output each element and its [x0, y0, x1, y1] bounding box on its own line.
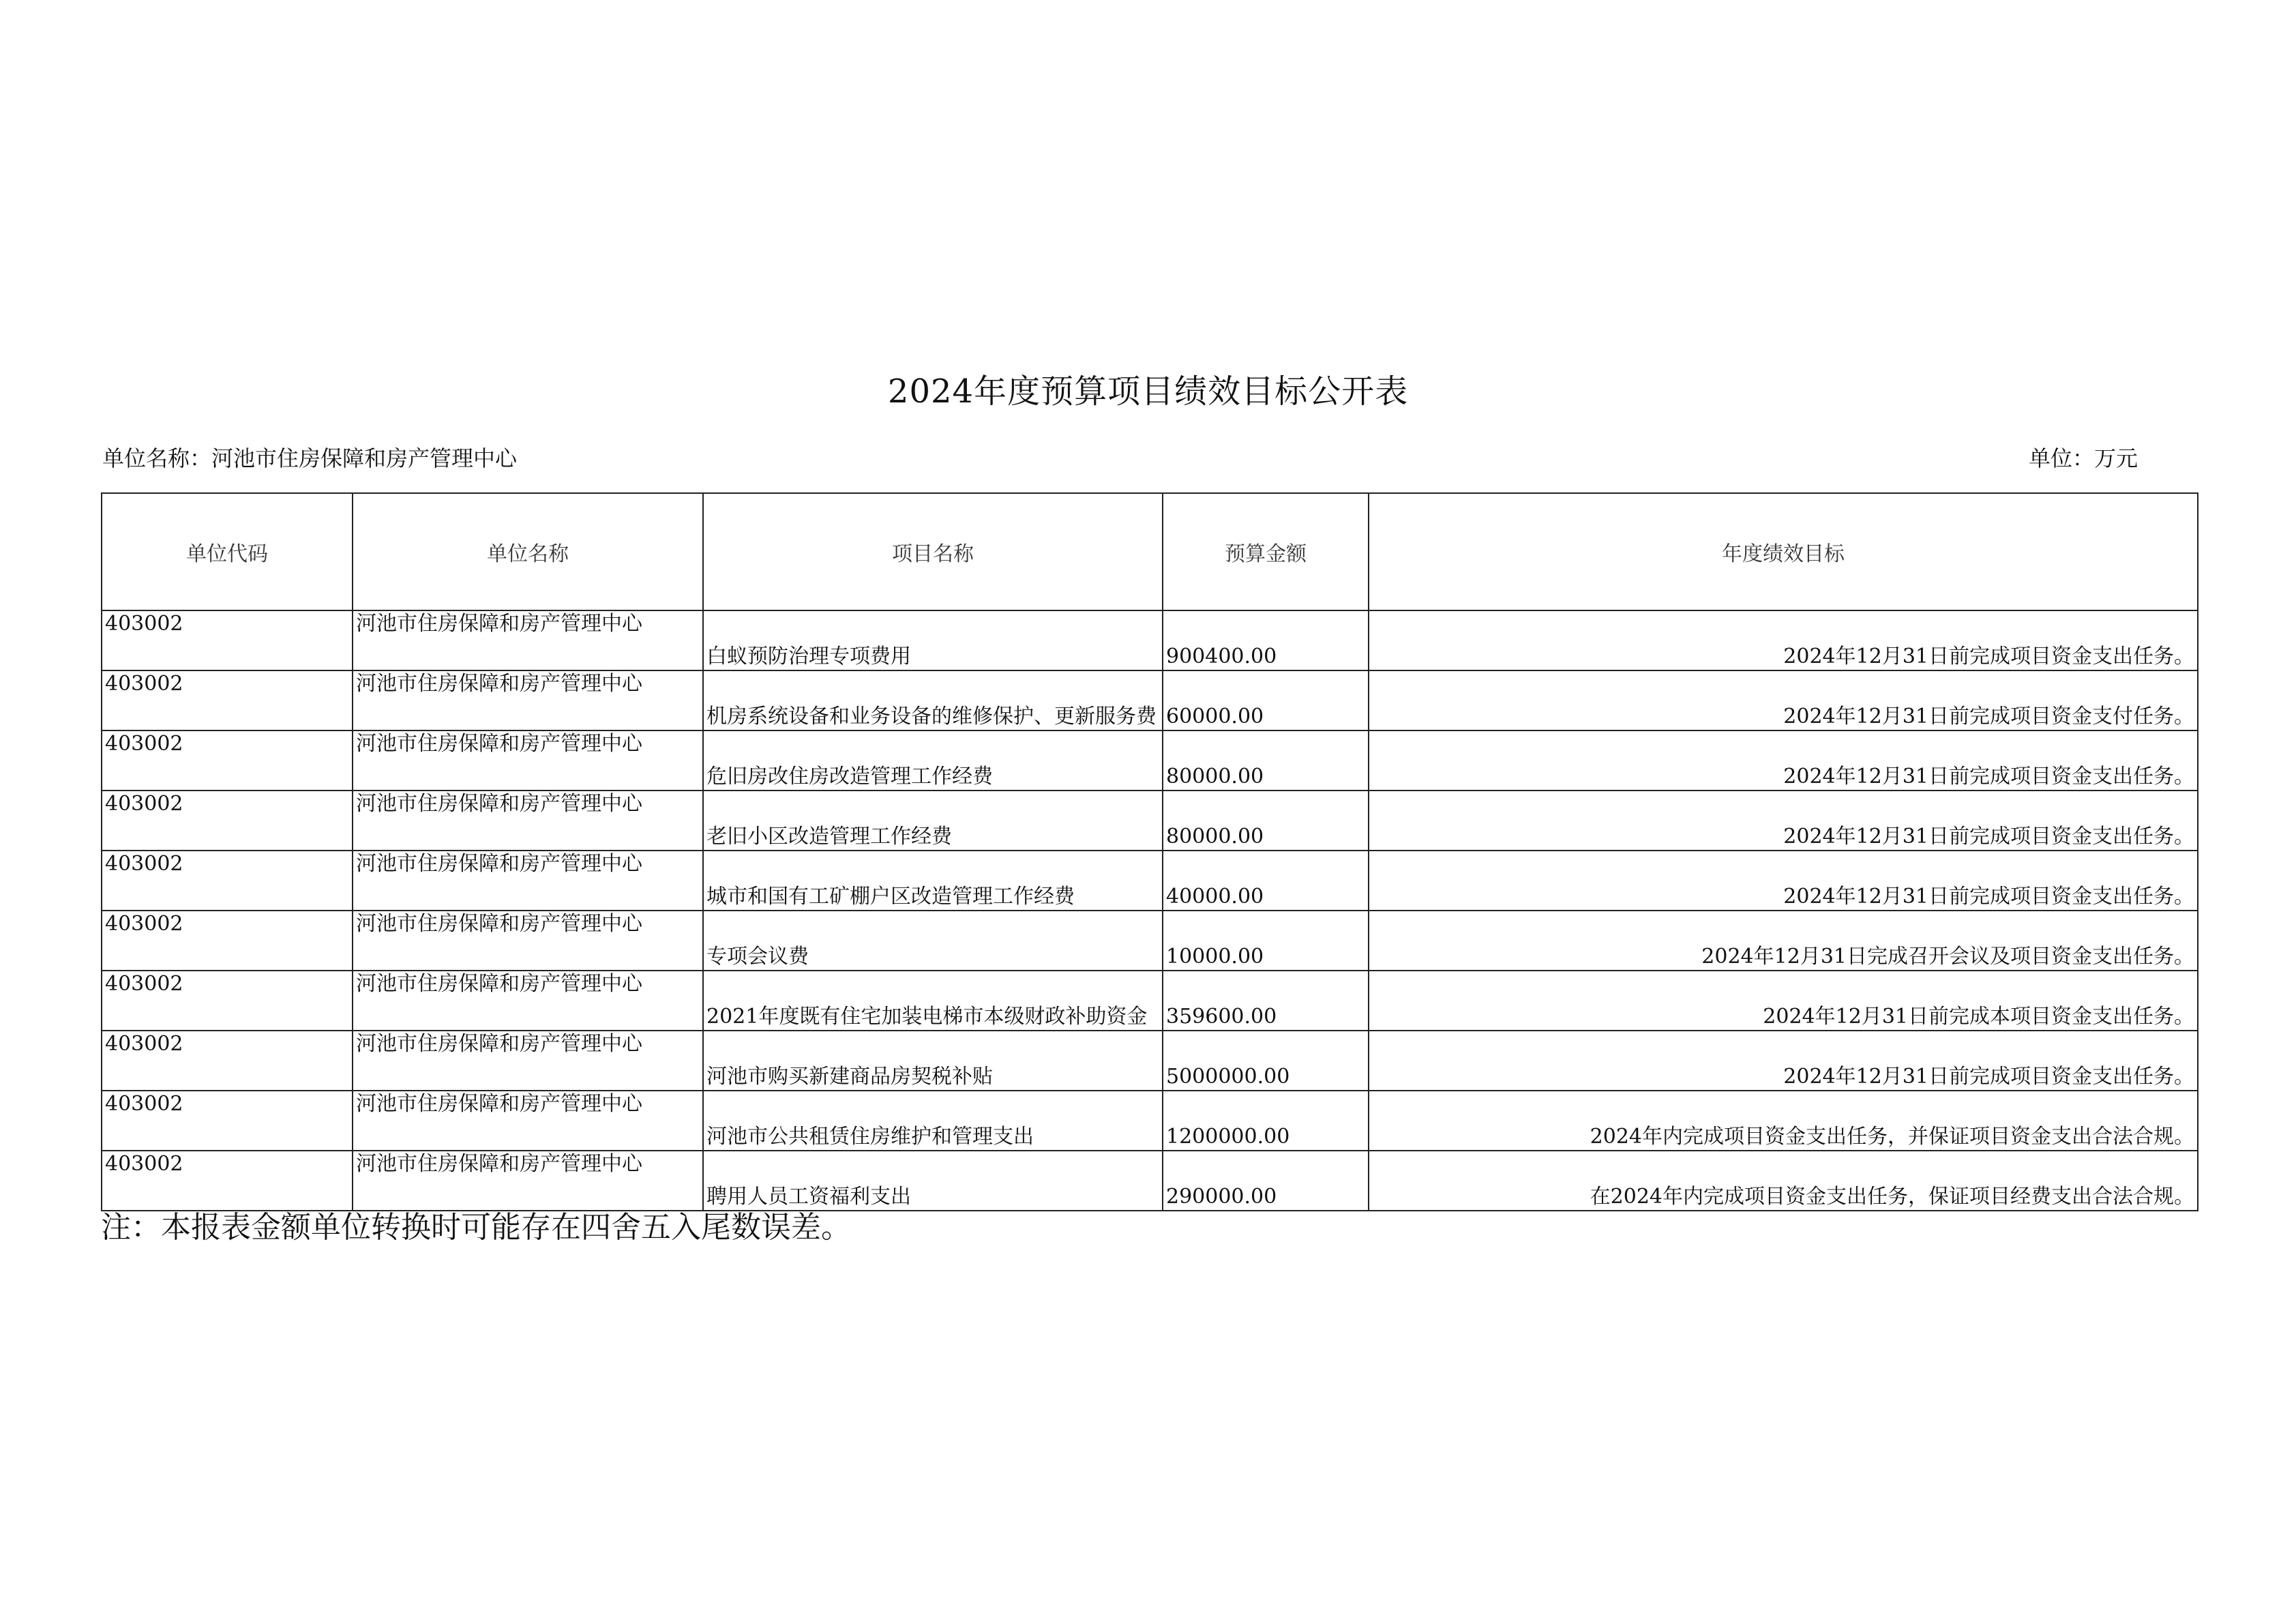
- cell-unit-code: 403002: [102, 911, 353, 971]
- cell-annual-goal: 2024年内完成项目资金支出任务，并保证项目资金支出合法合规。: [1369, 1091, 2198, 1151]
- header-annual-goal: 年度绩效目标: [1369, 493, 2198, 610]
- performance-goal-table: [101, 492, 2198, 1211]
- table-row: [102, 1151, 2198, 1211]
- cell-unit-code: 403002: [102, 791, 353, 851]
- cell-unit-code: 403002: [102, 851, 353, 911]
- cell-project-name: 聘用人员工资福利支出: [703, 1151, 1163, 1211]
- cell-budget-amount: 80000.00: [1163, 791, 1369, 851]
- unit-name-line: [102, 443, 517, 473]
- cell-project-name: 危旧房改住房改造管理工作经费: [703, 730, 1163, 791]
- cell-project-name: 2021年度既有住宅加装电梯市本级财政补助资金: [703, 971, 1163, 1031]
- table-header-row: [102, 493, 2198, 610]
- cell-annual-goal: 2024年12月31日前完成项目资金支付任务。: [1369, 670, 2198, 730]
- cell-budget-amount: 359600.00: [1163, 971, 1369, 1031]
- unit-measure-value: 万元: [2093, 445, 2138, 471]
- cell-unit-code: 403002: [102, 1091, 353, 1151]
- cell-budget-amount: 40000.00: [1163, 851, 1369, 911]
- table-row: [102, 911, 2198, 971]
- cell-unit-name: 河池市住房保障和房产管理中心: [353, 670, 703, 730]
- cell-unit-code: 403002: [102, 1151, 353, 1211]
- cell-project-name: 机房系统设备和业务设备的维修保护、更新服务费: [703, 670, 1163, 730]
- cell-project-name: 白蚁预防治理专项费用: [703, 610, 1163, 670]
- cell-budget-amount: 5000000.00: [1163, 1031, 1369, 1091]
- cell-budget-amount: 900400.00: [1163, 610, 1369, 670]
- table-row: [102, 791, 2198, 851]
- footnote: 注：本报表金额单位转换时可能存在四舍五入尾数误差。: [101, 1210, 851, 1245]
- table-row: [102, 1091, 2198, 1151]
- table-row: [102, 971, 2198, 1031]
- cell-unit-code: 403002: [102, 730, 353, 791]
- cell-budget-amount: 290000.00: [1163, 1151, 1369, 1211]
- cell-unit-name: 河池市住房保障和房产管理中心: [353, 911, 703, 971]
- cell-annual-goal: 2024年12月31日前完成项目资金支出任务。: [1369, 730, 2198, 791]
- unit-name-value: 河池市住房保障和房产管理中心: [211, 445, 518, 471]
- cell-unit-code: 403002: [102, 670, 353, 730]
- cell-annual-goal: 2024年12月31日前完成项目资金支出任务。: [1369, 1031, 2198, 1091]
- cell-unit-name: 河池市住房保障和房产管理中心: [353, 851, 703, 911]
- cell-annual-goal: 2024年12月31日前完成项目资金支出任务。: [1369, 851, 2198, 911]
- page-title: 2024年度预算项目绩效目标公开表: [887, 372, 1409, 411]
- cell-unit-code: 403002: [102, 610, 353, 670]
- header-unit-code: 单位代码: [102, 493, 353, 610]
- cell-annual-goal: 2024年12月31日前完成项目资金支出任务。: [1369, 610, 2198, 670]
- header-project-name: 项目名称: [703, 493, 1163, 610]
- cell-project-name: 河池市公共租赁住房维护和管理支出: [703, 1091, 1163, 1151]
- cell-project-name: 河池市购买新建商品房契税补贴: [703, 1031, 1163, 1091]
- cell-project-name: 老旧小区改造管理工作经费: [703, 791, 1163, 851]
- cell-unit-name: 河池市住房保障和房产管理中心: [353, 1151, 703, 1211]
- cell-project-name: 城市和国有工矿棚户区改造管理工作经费: [703, 851, 1163, 911]
- unit-measure-line: [2029, 443, 2138, 473]
- cell-annual-goal: 在2024年内完成项目资金支出任务，保证项目经费支出合法合规。: [1369, 1151, 2198, 1211]
- unit-measure-label: 单位：: [2028, 445, 2094, 471]
- cell-unit-name: 河池市住房保障和房产管理中心: [353, 610, 703, 670]
- cell-unit-name: 河池市住房保障和房产管理中心: [353, 791, 703, 851]
- cell-annual-goal: 2024年12月31日完成召开会议及项目资金支出任务。: [1369, 911, 2198, 971]
- cell-unit-code: 403002: [102, 971, 353, 1031]
- header-unit-name: 单位名称: [353, 493, 703, 610]
- table-row: [102, 610, 2198, 670]
- cell-unit-name: 河池市住房保障和房产管理中心: [353, 1031, 703, 1091]
- cell-unit-name: 河池市住房保障和房产管理中心: [353, 730, 703, 791]
- cell-unit-name: 河池市住房保障和房产管理中心: [353, 971, 703, 1031]
- cell-annual-goal: 2024年12月31日前完成本项目资金支出任务。: [1369, 971, 2198, 1031]
- cell-project-name: 专项会议费: [703, 911, 1163, 971]
- header-budget-amount: 预算金额: [1163, 493, 1369, 610]
- cell-budget-amount: 80000.00: [1163, 730, 1369, 791]
- cell-unit-code: 403002: [102, 1031, 353, 1091]
- table-row: [102, 670, 2198, 730]
- table-row: [102, 1031, 2198, 1091]
- table-row: [102, 730, 2198, 791]
- cell-budget-amount: 60000.00: [1163, 670, 1369, 730]
- cell-annual-goal: 2024年12月31日前完成项目资金支出任务。: [1369, 791, 2198, 851]
- unit-name-label: 单位名称：: [102, 445, 212, 471]
- cell-budget-amount: 1200000.00: [1163, 1091, 1369, 1151]
- table-row: [102, 851, 2198, 911]
- cell-unit-name: 河池市住房保障和房产管理中心: [353, 1091, 703, 1151]
- cell-budget-amount: 10000.00: [1163, 911, 1369, 971]
